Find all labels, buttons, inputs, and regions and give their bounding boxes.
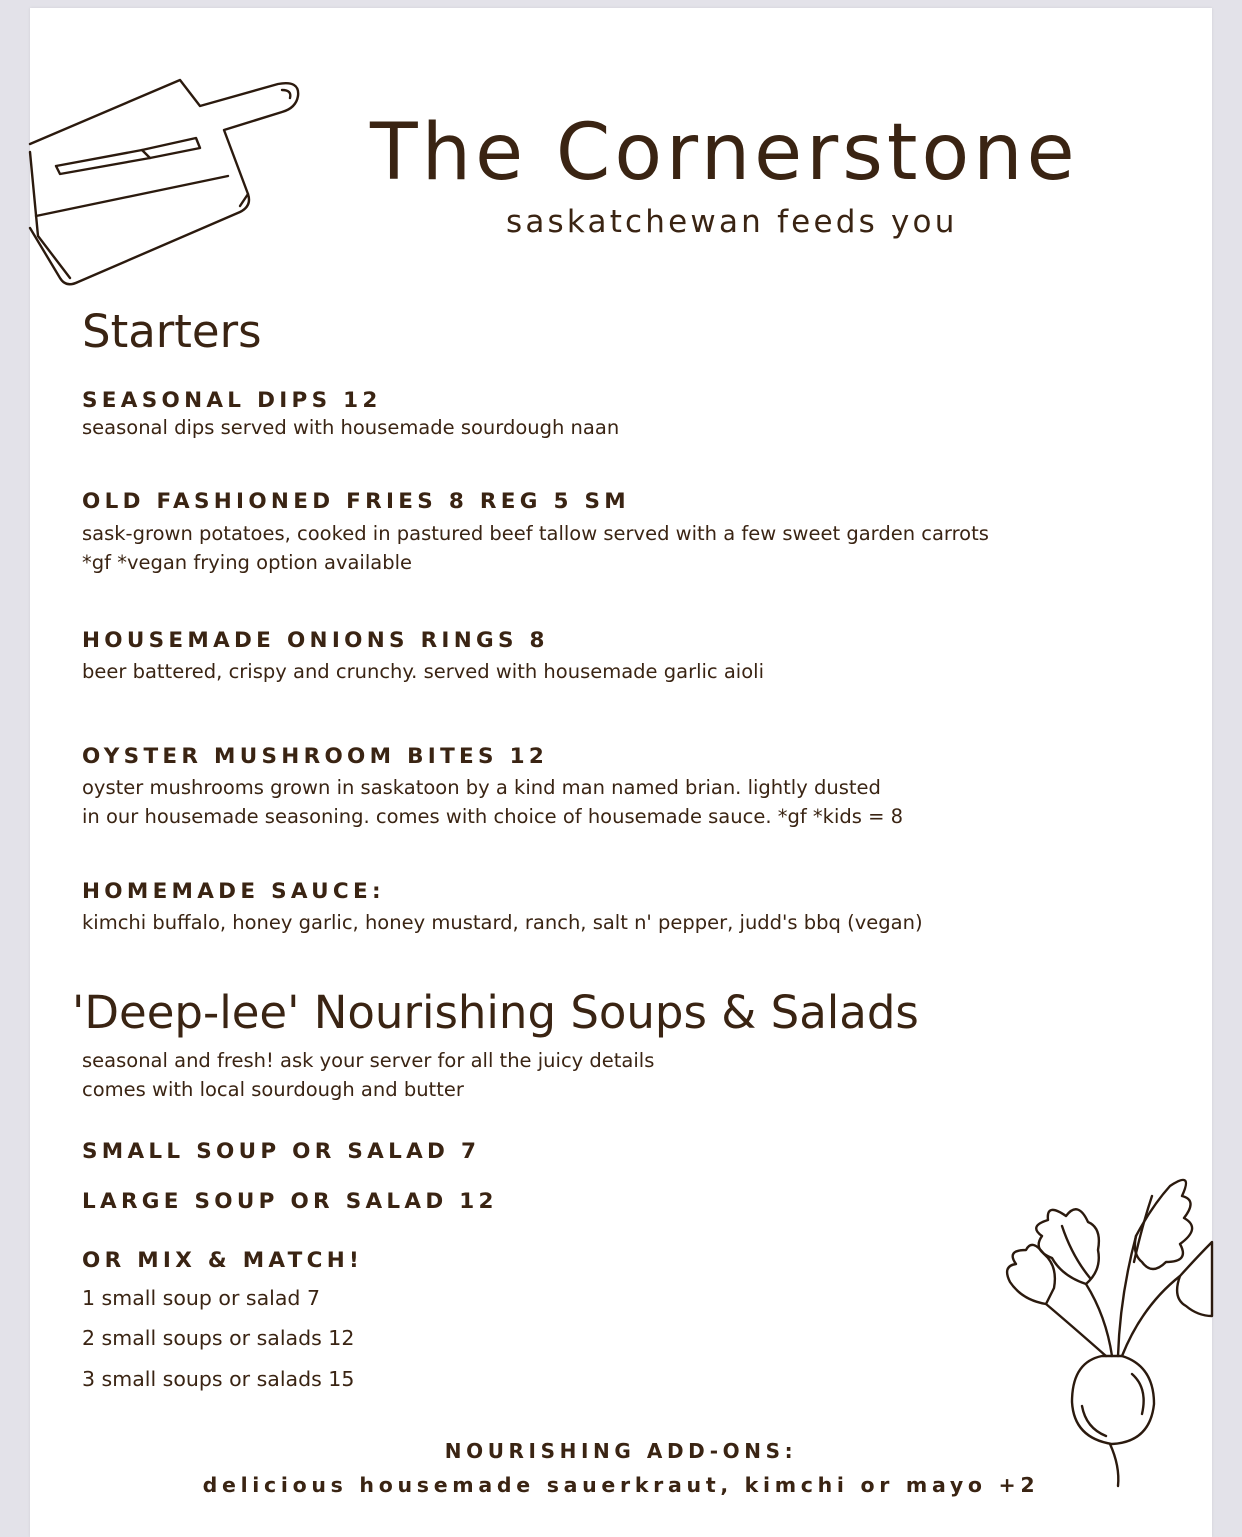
item-fries: OLD FASHIONED FRIES 8 REG 5 SM <box>82 489 630 514</box>
soups-intro: comes with local sourdough and butter <box>82 1078 464 1101</box>
menu-page <box>30 8 1212 1537</box>
mix-item: 3 small soups or salads 15 <box>82 1367 355 1391</box>
tagline: saskatchewan feeds you <box>506 204 958 240</box>
item-desc: sask-grown potatoes, cooked in pastured beef tallow served with a few sweet garden carrots <box>82 522 989 545</box>
item-small-soup: SMALL SOUP OR SALAD 7 <box>82 1139 481 1164</box>
soups-intro: seasonal and fresh! ask your server for all the juicy details <box>82 1049 655 1072</box>
starters-heading: Starters <box>82 305 262 358</box>
addons-title: NOURISHING ADD-ONS: <box>444 1439 798 1463</box>
soups-heading: 'Deep-lee' Nourishing Soups & Salads <box>72 986 919 1039</box>
item-mushroom-bites: OYSTER MUSHROOM BITES 12 <box>82 744 549 769</box>
item-desc: oyster mushrooms grown in saskatoon by a kind man named brian. lightly dusted <box>82 776 881 799</box>
item-desc: *gf *vegan frying option available <box>82 551 413 574</box>
cutting-board-icon <box>30 76 310 296</box>
item-desc: kimchi buffalo, honey garlic, honey mustard, ranch, salt n' pepper, judd's bbq (vegan) <box>82 911 923 934</box>
restaurant-title: The Cornerstone <box>370 108 1079 198</box>
item-seasonal-dips: SEASONAL DIPS 12 <box>82 388 382 413</box>
item-desc: seasonal dips served with housemade sourdough naan <box>82 416 620 439</box>
item-onion-rings: HOUSEMADE ONIONS RINGS 8 <box>82 628 549 653</box>
item-large-soup: LARGE SOUP OR SALAD 12 <box>82 1189 498 1214</box>
item-desc: beer battered, crispy and crunchy. served with housemade garlic aioli <box>82 660 764 683</box>
addons-text: delicious housemade sauerkraut, kimchi or mayo +2 <box>202 1473 1040 1497</box>
item-desc: in our housemade seasoning. comes with choice of housemade sauce. *gf *kids = 8 <box>82 805 904 828</box>
item-sauce: HOMEMADE SAUCE: <box>82 879 385 904</box>
mix-item: 2 small soups or salads 12 <box>82 1326 355 1350</box>
mix-match-heading: OR MIX & MATCH! <box>82 1248 364 1273</box>
mix-item: 1 small soup or salad 7 <box>82 1286 320 1310</box>
